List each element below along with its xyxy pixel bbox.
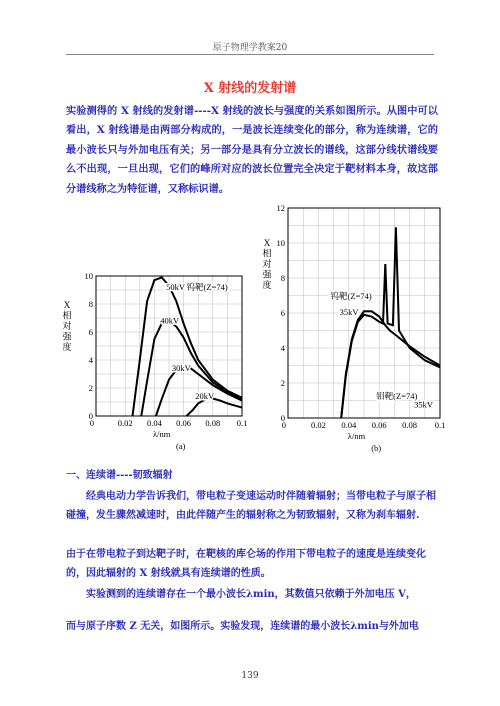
x-tick-label: 0.1 [434, 420, 446, 430]
y-tick-label: 0 [88, 411, 93, 421]
series-label: 20kV [195, 391, 215, 402]
page-title: X 射线的发射谱 [203, 81, 297, 96]
y-tick-label: 4 [280, 343, 285, 353]
series-label: 50kV [166, 282, 185, 292]
chart-a [58, 262, 258, 462]
y-tick-label: 4 [88, 355, 93, 365]
y-axis-label-char: 相 [262, 248, 272, 259]
x-tick-label: 0.06 [371, 420, 387, 430]
paragraph-min-wavelength: 实验测到的连续谱存在一个最小波长λmin，其数值只依赖于外加电压 V， [86, 589, 416, 600]
y-tick-label: 0 [280, 413, 285, 423]
series-label: 40kV [160, 315, 180, 326]
y-tick-label: 10 [276, 238, 285, 248]
section-heading-continuous: 一、连续谱----韧致辐射 [66, 470, 173, 481]
y-axis-label-char: X [263, 238, 271, 248]
x-tick-label: 0.06 [176, 418, 192, 428]
series-label-target: 钼靶(Z=74) [376, 390, 418, 401]
x-axis-label: λ/nm [347, 431, 366, 441]
y-axis-label-char: 对 [262, 259, 272, 269]
x-tick-label-zero: 0 [281, 420, 286, 430]
y-tick-label: 2 [280, 378, 285, 388]
page-header: 原子物理学教案20 [212, 43, 288, 53]
y-axis-label-char: 相 [62, 310, 72, 321]
x-tick-label: 0.04 [146, 418, 162, 428]
intro-paragraph: 实验测得的 X 射线的发射谱----X 射线的波长与强度的关系如图所示。从图中可以看出，X 射线谱是由两部分构成的，一是波长连续变化的部分，称为连续谱，它的最小波长只与外加电压有关；另一部分是具有分立波长的谱线，这部分线状谱线要么不出现，一旦出现，它们的峰所对应的波长位置完全决定于靶材料本身，故这部分谱线称之为特征谱，又称标识谱。 [66, 105, 438, 195]
y-axis-label-char: X [63, 300, 71, 310]
x-tick-label: 0.08 [402, 420, 418, 430]
series-label-target: 钨靶(Z=74) [330, 291, 372, 301]
y-axis-label-char: 度 [262, 280, 272, 290]
annotation-target: 钨靶(Z=74) [186, 282, 228, 292]
panel-label: (b) [371, 443, 382, 453]
y-tick-label: 8 [280, 273, 285, 283]
chart-b [258, 198, 458, 458]
y-tick-label: 6 [280, 308, 285, 318]
y-axis-label-char: 强 [62, 331, 72, 342]
paragraph-min-wavelength-cont: 而与原子序数 Z 无关，如图所示。实验发现，连续谱的最小波长λmin与外加电 [66, 621, 419, 632]
x-tick-label: 0.04 [341, 420, 357, 430]
x-axis-label: λ/nm [153, 429, 171, 439]
series-label-voltage: 35kV [339, 306, 359, 317]
x-tick-label: 0.02 [310, 420, 326, 430]
panel-label: (a) [175, 441, 186, 451]
series-label-voltage: 35kV [414, 399, 434, 410]
x-tick-label-zero: 0 [89, 418, 94, 428]
paragraph-bremsstrahlung: 经典电动力学告诉我们，带电粒子变速运动时伴随着辐射；当带电粒子与原子相碰撞，发生骤然减速时，由此伴随产生的辐射称之为韧致辐射，又称为刹车辐射. [66, 491, 436, 521]
x-tick-label: 0.1 [236, 418, 248, 428]
x-tick-label: 0.08 [205, 418, 221, 428]
y-axis-label-char: 度 [62, 342, 72, 352]
x-tick-label: 0.02 [117, 418, 133, 428]
paragraph-continuous: 由于在带电粒子到达靶子时，在靶核的库仑场的作用下带电粒子的速度是连续变化的，因此辐射的 X 射线就具有连续谱的性质。 [66, 549, 426, 579]
y-axis-label-char: 对 [62, 321, 72, 331]
y-axis-label-char: 强 [262, 269, 272, 280]
y-tick-label: 8 [88, 299, 93, 309]
header-rule [66, 54, 434, 55]
page-number: 139 [241, 671, 259, 681]
y-tick-label: 12 [276, 203, 285, 213]
series-label: 30kV [171, 363, 191, 374]
y-tick-label: 2 [88, 383, 93, 393]
y-tick-label: 6 [88, 327, 93, 337]
y-tick-label: 10 [84, 271, 93, 281]
